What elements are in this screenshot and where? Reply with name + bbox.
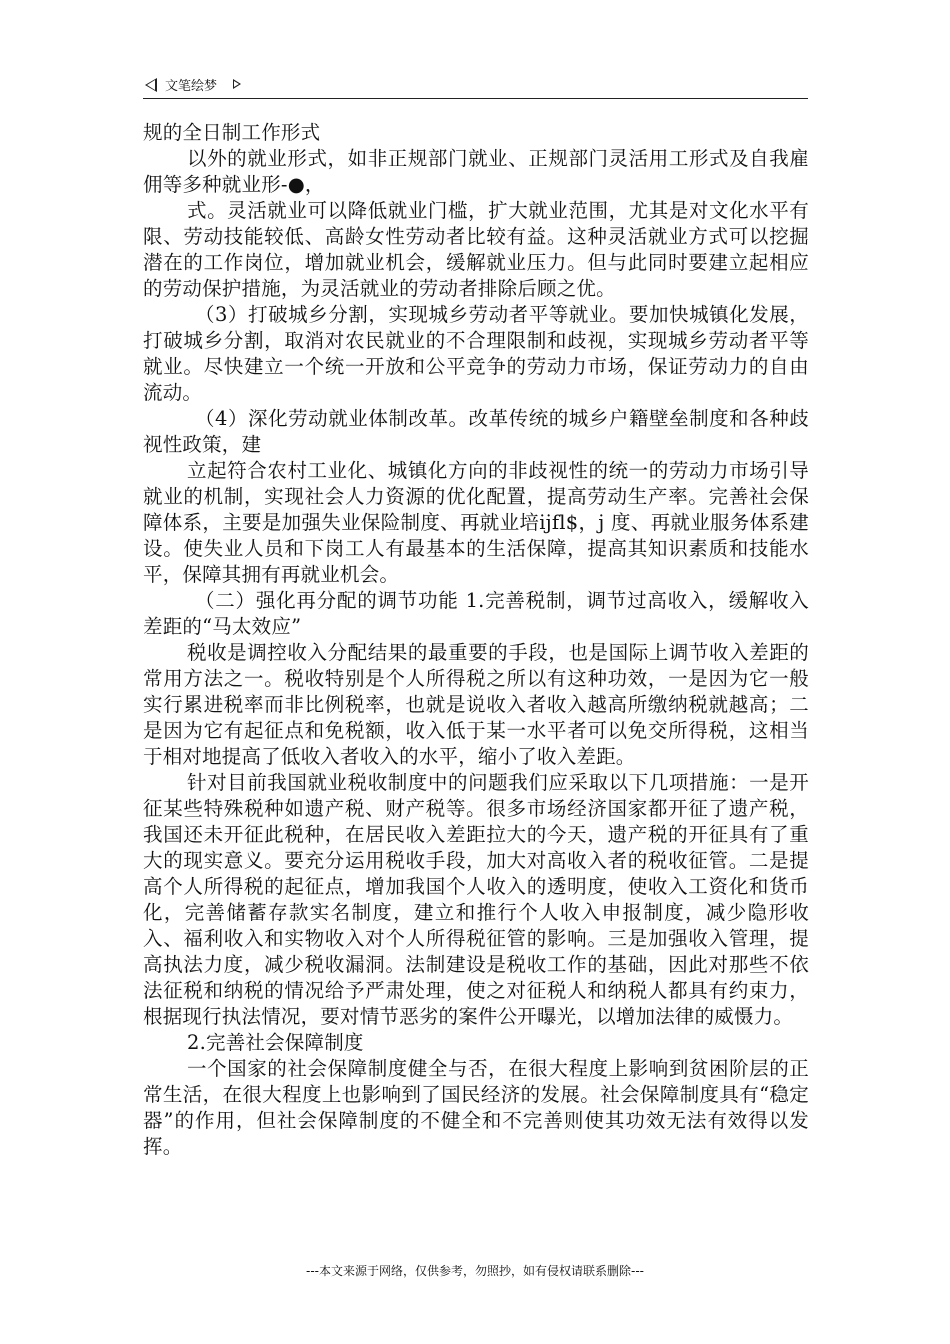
document-body: [143, 120, 809, 1160]
paragraph-7: （二）强化再分配的调节功能 1.完善税制，调节过高收入，缓解收入差距的“马太效应”: [143, 589, 809, 638]
paragraph-11: 一个国家的社会保障制度健全与否，在很大程度上影响到贫困阶层的正常生活，在很大程度上也影响到了国民经济的发展。社会保障制度具有“稳定器”的作用，但社会保障制度的不健全和不完善则使其功效无法有效得以发挥。: [143, 1057, 809, 1158]
paragraph-3: 式。灵活就业可以降低就业门槛，扩大就业范围，尤其是对文化水平有限、劳动技能较低、高龄女性劳动者比较有益。这种灵活就业方式可以挖掘潜在的工作岗位，增加就业机会，缓解就业压力。但与此同时要建立起相应的劳动保护措施，为灵活就业的劳动者排除后顾之优。: [143, 199, 809, 300]
triangle-left-icon: [145, 78, 157, 92]
header-title: 文笔绘梦: [165, 79, 218, 94]
paragraph-9: 针对目前我国就业税收制度中的问题我们应采取以下几项措施：一是开征某些特殊税种如遗产税、财产税等。很多市场经济国家都开征了遗产税，我国还未开征此税种，在居民收入差距拉大的今天，遗产税的开征具有了重大的现实意义。要充分运用税收手段，加大对高收入者的税收征管。二是提高个人所得税的起征点，增加我国个人收入的透明度，使收入工资化和货币化，完善储蓄存款实名制度，建立和推行个人收入申报制度，减少隐形收入、福利收入和实物收入对个人所得税征管的影响。三是加强收入管理，提高执法力度，减少税收漏洞。法制建设是税收工作的基础，因此对那些不依法征税和纳税的情况给予严肃处理，使之对征税人和纳税人都具有约束力，根据现行执法情况，要对情节恶劣的案件公开曝光，以增加法律的威慑力。: [143, 771, 809, 1028]
page-header: [143, 72, 808, 99]
paragraph-2: 以外的就业形式，如非正规部门就业、正规部门灵活用工形式及自我雇佣等多种就业形-●，: [143, 147, 809, 196]
page-footer: ---本文来源于网络，仅供参考，勿照抄，如有侵权请联系删除---: [306, 1264, 644, 1278]
triangle-right-icon: [233, 79, 241, 89]
paragraph-4: （3）打破城乡分割，实现城乡劳动者平等就业。要加快城镇化发展，打破城乡分割，取消对农民就业的不合理限制和歧视，实现城乡劳动者平等就业。尽快建立一个统一开放和公平竞争的劳动力市场，保证劳动力的自由流动。: [143, 303, 809, 404]
paragraph-5: （4）深化劳动就业体制改革。改革传统的城乡户籍壁垒制度和各种歧视性政策，建: [143, 407, 809, 456]
paragraph-8: 税收是调控收入分配结果的最重要的手段，也是国际上调节收入差距的常用方法之一。税收特别是个人所得税之所以有这种功效，一是因为它一般实行累进税率而非比例税率，也就是说收入者收入越高所缴纳税就越高；二是因为它有起征点和免税额，收入低于某一水平者可以免交所得税，这相当于相对地提高了低收入者收入的水平，缩小了收入差距。: [143, 641, 809, 768]
paragraph-6: 立起符合农村工业化、城镇化方向的非歧视性的统一的劳动力市场引导就业的机制，实现社会人力资源的优化配置，提高劳动生产率。完善社会保障体系，主要是加强失业保险制度、再就业培ijfl$，j 度、再就业服务体系建设。使失业人员和下岗工人有最基本的生活保障，提高其知识素质和技能水平，保障其拥有再就业机会。: [143, 459, 809, 586]
paragraph-10: 2.完善社会保障制度: [187, 1031, 364, 1054]
paragraph-1: 规的全日制工作形式: [143, 121, 321, 144]
